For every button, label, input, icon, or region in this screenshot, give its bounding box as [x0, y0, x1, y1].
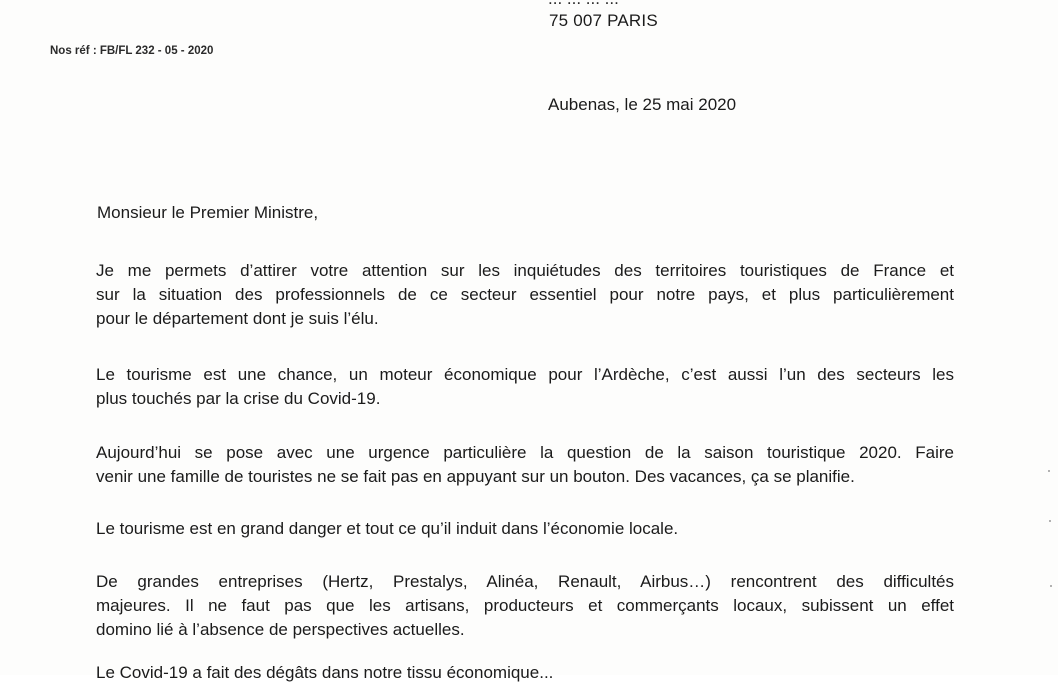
paragraph-line: Aujourd’hui se pose avec une urgence particulière la question de la saison touristique 2020. Faire — [96, 443, 954, 462]
recipient-address-city: 75 007 PARIS — [549, 11, 658, 30]
paragraph-line: De grandes entreprises (Hertz, Prestalys, Alinéa, Renault, Airbus…) rencontrent des difficultés — [96, 572, 954, 591]
paragraph-line: Je me permets d’attirer votre attention sur les inquiétudes des territoires touristiques de France et — [96, 261, 954, 280]
scan-speck — [1050, 585, 1052, 587]
scan-speck — [1048, 470, 1050, 472]
paragraph-line: Le tourisme est une chance, un moteur économique pour l’Ardèche, c’est aussi l’un des secteurs les — [96, 365, 954, 384]
paragraph-line: plus touchés par la crise du Covid-19. — [96, 389, 381, 408]
paragraph-line: domino lié à l’absence de perspectives actuelles. — [96, 620, 465, 639]
salutation: Monsieur le Premier Ministre, — [97, 203, 319, 222]
letter-date: Aubenas, le 25 mai 2020 — [548, 95, 737, 114]
paragraph-line: majeures. Il ne faut pas que les artisans, producteurs et commerçants locaux, subissent un effet — [96, 596, 954, 615]
reference-number: Nos réf : FB/FL 232 - 05 - 2020 — [50, 45, 214, 57]
paragraph-6-partial — [96, 661, 954, 685]
paragraph-1 — [96, 259, 954, 331]
paragraph-5 — [96, 570, 954, 642]
paragraph-2 — [96, 363, 954, 411]
paragraph-3 — [96, 441, 954, 489]
paragraph-line: pour le département dont je suis l’élu. — [96, 309, 379, 328]
scan-speck — [1049, 520, 1051, 522]
paragraph-line: venir une famille de touristes ne se fait pas en appuyant sur un bouton. Des vacances, ça se planifie. — [96, 467, 855, 486]
paragraph-line: sur la situation des professionnels de ce secteur essentiel pour notre pays, et plus particulièrement — [96, 285, 954, 304]
paragraph-line: Le Covid-19 a fait des dégâts dans notre tissu économique... — [96, 663, 554, 682]
paragraph-4 — [96, 517, 954, 541]
recipient-address-street — [548, 0, 619, 9]
paragraph-line: Le tourisme est en grand danger et tout ce qu’il induit dans l’économie locale. — [96, 519, 679, 538]
